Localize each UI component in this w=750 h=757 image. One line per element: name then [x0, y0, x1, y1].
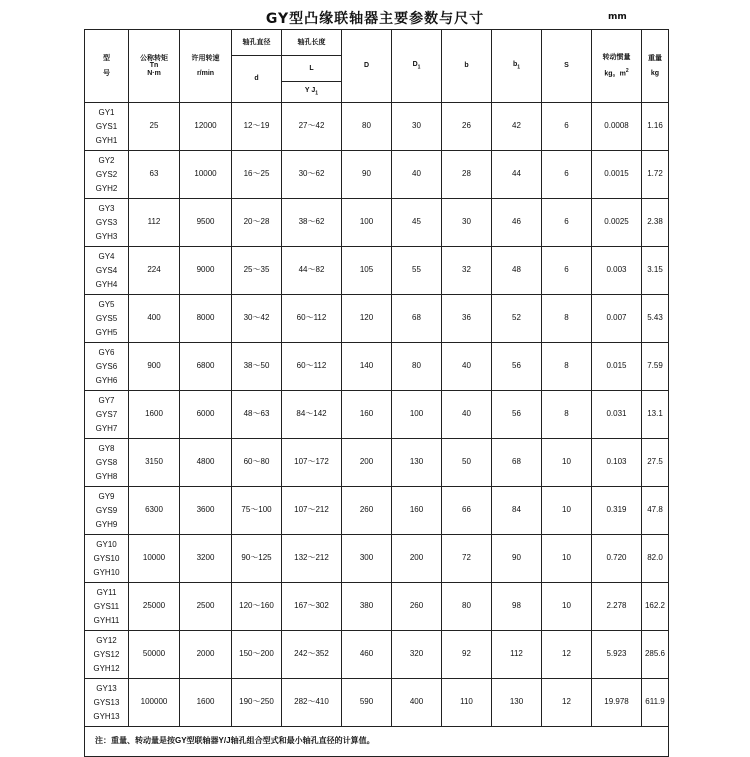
cell-speed: 2000 [180, 631, 232, 679]
model-name: GY3 [98, 203, 115, 213]
cell-L: 107～212 [282, 487, 342, 535]
cell-b1: 44 [492, 151, 542, 199]
cell-inertia: 0.015 [592, 343, 642, 391]
model-name: GY9 [98, 491, 115, 501]
cell-S: 10 [542, 439, 592, 487]
cell-speed: 6000 [180, 391, 232, 439]
cell-d: 48～63 [232, 391, 282, 439]
cell-inertia: 0.0015 [592, 151, 642, 199]
cell-D: 590 [342, 679, 392, 727]
model-name: GY1 [98, 107, 115, 117]
table-note: 注：重量、转动量是按GY型联轴器Y/J轴孔组合型式和最小轴孔直径的计算值。 [85, 727, 669, 757]
cell-b: 110 [442, 679, 492, 727]
cell-b: 36 [442, 295, 492, 343]
cell-b: 26 [442, 103, 492, 151]
cell-S: 12 [542, 679, 592, 727]
cell-b: 66 [442, 487, 492, 535]
cell-b1: 130 [492, 679, 542, 727]
cell-S: 6 [542, 199, 592, 247]
model-name: GY11 [96, 587, 117, 597]
model-name: GYS12 [93, 649, 120, 659]
cell-L: 60～112 [282, 343, 342, 391]
cell-weight: 3.15 [642, 247, 669, 295]
table-row [85, 391, 669, 439]
cell-inertia: 0.031 [592, 391, 642, 439]
cell-weight: 47.8 [642, 487, 669, 535]
model-name: GYH9 [95, 519, 118, 529]
cell-D1: 100 [392, 391, 442, 439]
table-row [85, 679, 669, 727]
cell-L: 44～82 [282, 247, 342, 295]
cell-d: 20～28 [232, 199, 282, 247]
cell-inertia: 0.0025 [592, 199, 642, 247]
cell-weight: 1.72 [642, 151, 669, 199]
page-title: GY型凸缘联轴器主要参数与尺寸 [265, 11, 485, 27]
header-weight: 重量 kg [642, 30, 669, 103]
model-cell [85, 151, 129, 199]
cell-b: 72 [442, 535, 492, 583]
cell-inertia: 0.319 [592, 487, 642, 535]
cell-L: 60～112 [282, 295, 342, 343]
table-row [85, 103, 669, 151]
cell-b: 92 [442, 631, 492, 679]
header-bore-diameter: 轴孔直径 [232, 30, 282, 56]
cell-D1: 68 [392, 295, 442, 343]
cell-speed: 10000 [180, 151, 232, 199]
cell-S: 8 [542, 343, 592, 391]
cell-d: 38～50 [232, 343, 282, 391]
header-bore-length: 轴孔长度 [282, 30, 342, 56]
unit-label: mm [608, 12, 627, 22]
model-name: GY6 [98, 347, 115, 357]
cell-b1: 68 [492, 439, 542, 487]
cell-b: 40 [442, 391, 492, 439]
header-S: S [542, 30, 592, 103]
model-name: GYS11 [93, 601, 120, 611]
cell-weight: 13.1 [642, 391, 669, 439]
cell-b1: 46 [492, 199, 542, 247]
cell-speed: 4800 [180, 439, 232, 487]
cell-D1: 160 [392, 487, 442, 535]
table-row [85, 247, 669, 295]
model-name: GY12 [96, 635, 117, 645]
cell-b1: 56 [492, 391, 542, 439]
table-row [85, 631, 669, 679]
cell-tn: 25 [129, 103, 180, 151]
cell-tn: 112 [129, 199, 180, 247]
cell-tn: 10000 [129, 535, 180, 583]
cell-b1: 52 [492, 295, 542, 343]
cell-L: 282～410 [282, 679, 342, 727]
model-name: GYS7 [95, 409, 118, 419]
cell-d: 190～250 [232, 679, 282, 727]
cell-speed: 1600 [180, 679, 232, 727]
model-name: GYH12 [93, 663, 120, 673]
table-row [85, 535, 669, 583]
cell-weight: 285.6 [642, 631, 669, 679]
model-name: GYH6 [95, 375, 118, 385]
model-name: GYS6 [95, 361, 118, 371]
cell-D: 300 [342, 535, 392, 583]
header-speed: 许用转速 r/min [180, 30, 232, 103]
cell-weight: 7.59 [642, 343, 669, 391]
cell-b: 80 [442, 583, 492, 631]
cell-L: 242～352 [282, 631, 342, 679]
model-cell [85, 103, 129, 151]
table-row [85, 151, 669, 199]
cell-weight: 27.5 [642, 439, 669, 487]
cell-D: 100 [342, 199, 392, 247]
model-name: GY2 [98, 155, 115, 165]
cell-L: 107～172 [282, 439, 342, 487]
cell-D1: 320 [392, 631, 442, 679]
cell-d: 12～19 [232, 103, 282, 151]
model-name: GYS3 [95, 217, 118, 227]
cell-D: 160 [342, 391, 392, 439]
cell-b1: 90 [492, 535, 542, 583]
cell-D: 260 [342, 487, 392, 535]
table-row [85, 343, 669, 391]
cell-S: 10 [542, 487, 592, 535]
cell-L: 30～62 [282, 151, 342, 199]
cell-d: 16～25 [232, 151, 282, 199]
cell-b: 50 [442, 439, 492, 487]
cell-D1: 40 [392, 151, 442, 199]
model-cell [85, 199, 129, 247]
cell-speed: 3200 [180, 535, 232, 583]
model-name: GYS5 [95, 313, 118, 323]
cell-tn: 100000 [129, 679, 180, 727]
cell-D: 105 [342, 247, 392, 295]
model-cell [85, 535, 129, 583]
cell-D: 380 [342, 583, 392, 631]
model-name: GYH13 [93, 711, 120, 721]
model-cell [85, 295, 129, 343]
model-name: GYH5 [95, 327, 118, 337]
cell-inertia: 2.278 [592, 583, 642, 631]
cell-L: 167～302 [282, 583, 342, 631]
model-name: GY4 [98, 251, 115, 261]
cell-d: 30～42 [232, 295, 282, 343]
cell-tn: 6300 [129, 487, 180, 535]
cell-L: 27～42 [282, 103, 342, 151]
header-inertia: 转动惯量 kg。$m^2$ [592, 30, 642, 103]
cell-S: 6 [542, 103, 592, 151]
cell-D: 460 [342, 631, 392, 679]
header-torque: 公称转矩 Tn N·m [129, 30, 180, 103]
model-cell [85, 679, 129, 727]
cell-D1: 45 [392, 199, 442, 247]
cell-S: 12 [542, 631, 592, 679]
cell-S: 6 [542, 247, 592, 295]
cell-L: 132～212 [282, 535, 342, 583]
cell-inertia: 0.007 [592, 295, 642, 343]
model-name: GYS9 [95, 505, 118, 515]
cell-speed: 6800 [180, 343, 232, 391]
cell-D1: 80 [392, 343, 442, 391]
cell-weight: 82.0 [642, 535, 669, 583]
cell-D: 140 [342, 343, 392, 391]
model-name: GYS10 [93, 553, 120, 563]
cell-inertia: 19.978 [592, 679, 642, 727]
cell-weight: 162.2 [642, 583, 669, 631]
model-cell [85, 343, 129, 391]
cell-d: 120～160 [232, 583, 282, 631]
cell-tn: 1600 [129, 391, 180, 439]
table-row [85, 487, 669, 535]
cell-inertia: 5.923 [592, 631, 642, 679]
cell-weight: 611.9 [642, 679, 669, 727]
model-name: GYS1 [95, 121, 118, 131]
cell-D: 80 [342, 103, 392, 151]
model-name: GYS4 [95, 265, 118, 275]
cell-b1: 48 [492, 247, 542, 295]
cell-b1: 112 [492, 631, 542, 679]
header-b: b [442, 30, 492, 103]
model-cell [85, 631, 129, 679]
header-bore-YJ: Y $J_1$ [282, 82, 342, 103]
cell-speed: 9000 [180, 247, 232, 295]
cell-b: 40 [442, 343, 492, 391]
cell-speed: 8000 [180, 295, 232, 343]
cell-d: 60～80 [232, 439, 282, 487]
table-row [85, 295, 669, 343]
cell-tn: 224 [129, 247, 180, 295]
model-name: GYH11 [93, 615, 120, 625]
cell-b: 30 [442, 199, 492, 247]
model-name: GY5 [98, 299, 115, 309]
header-b1: $b_1$ [492, 30, 542, 103]
model-name: GYH1 [95, 135, 118, 145]
cell-inertia: 0.103 [592, 439, 642, 487]
cell-D1: 30 [392, 103, 442, 151]
model-name: GYH2 [95, 183, 118, 193]
model-name: GYS8 [95, 457, 118, 467]
cell-D1: 400 [392, 679, 442, 727]
model-name: GYS2 [95, 169, 118, 179]
cell-D: 120 [342, 295, 392, 343]
cell-weight: 2.38 [642, 199, 669, 247]
cell-speed: 3600 [180, 487, 232, 535]
cell-D: 90 [342, 151, 392, 199]
cell-d: 150～200 [232, 631, 282, 679]
model-name: GY8 [98, 443, 115, 453]
cell-tn: 400 [129, 295, 180, 343]
cell-tn: 50000 [129, 631, 180, 679]
cell-inertia: 0.003 [592, 247, 642, 295]
cell-S: 6 [542, 151, 592, 199]
cell-weight: 5.43 [642, 295, 669, 343]
cell-inertia: 0.0008 [592, 103, 642, 151]
cell-S: 10 [542, 535, 592, 583]
cell-b1: 42 [492, 103, 542, 151]
model-name: GY7 [98, 395, 115, 405]
model-cell [85, 391, 129, 439]
model-name: GYH8 [95, 471, 118, 481]
cell-L: 84～142 [282, 391, 342, 439]
cell-weight: 1.16 [642, 103, 669, 151]
cell-L: 38～62 [282, 199, 342, 247]
cell-S: 10 [542, 583, 592, 631]
model-name: GY10 [96, 539, 117, 549]
model-name: GYH3 [95, 231, 118, 241]
table-row [85, 583, 669, 631]
model-cell [85, 583, 129, 631]
cell-D: 200 [342, 439, 392, 487]
model-name: GYH4 [95, 279, 118, 289]
cell-b1: 56 [492, 343, 542, 391]
cell-speed: 2500 [180, 583, 232, 631]
model-name: GY13 [96, 683, 117, 693]
cell-d: 25～35 [232, 247, 282, 295]
header-model: 型 号 [85, 30, 129, 103]
cell-b: 28 [442, 151, 492, 199]
cell-tn: 63 [129, 151, 180, 199]
coupling-parameter-table [84, 29, 669, 757]
cell-b: 32 [442, 247, 492, 295]
model-name: GYS13 [93, 697, 120, 707]
cell-d: 75～100 [232, 487, 282, 535]
model-name: GYH10 [93, 567, 120, 577]
model-name: GYH7 [95, 423, 118, 433]
model-cell [85, 487, 129, 535]
cell-S: 8 [542, 295, 592, 343]
cell-tn: 3150 [129, 439, 180, 487]
model-cell [85, 247, 129, 295]
cell-inertia: 0.720 [592, 535, 642, 583]
model-cell [85, 439, 129, 487]
header-D1: $D_1$ [392, 30, 442, 103]
header-bore-d: d [232, 56, 282, 103]
table-row [85, 439, 669, 487]
cell-tn: 25000 [129, 583, 180, 631]
cell-D1: 260 [392, 583, 442, 631]
cell-b1: 84 [492, 487, 542, 535]
cell-tn: 900 [129, 343, 180, 391]
cell-D1: 55 [392, 247, 442, 295]
header-bore-L: L [282, 56, 342, 82]
cell-speed: 12000 [180, 103, 232, 151]
cell-d: 90～125 [232, 535, 282, 583]
cell-b1: 98 [492, 583, 542, 631]
table-row [85, 199, 669, 247]
cell-D1: 200 [392, 535, 442, 583]
cell-speed: 9500 [180, 199, 232, 247]
cell-S: 8 [542, 391, 592, 439]
header-D: D [342, 30, 392, 103]
cell-D1: 130 [392, 439, 442, 487]
